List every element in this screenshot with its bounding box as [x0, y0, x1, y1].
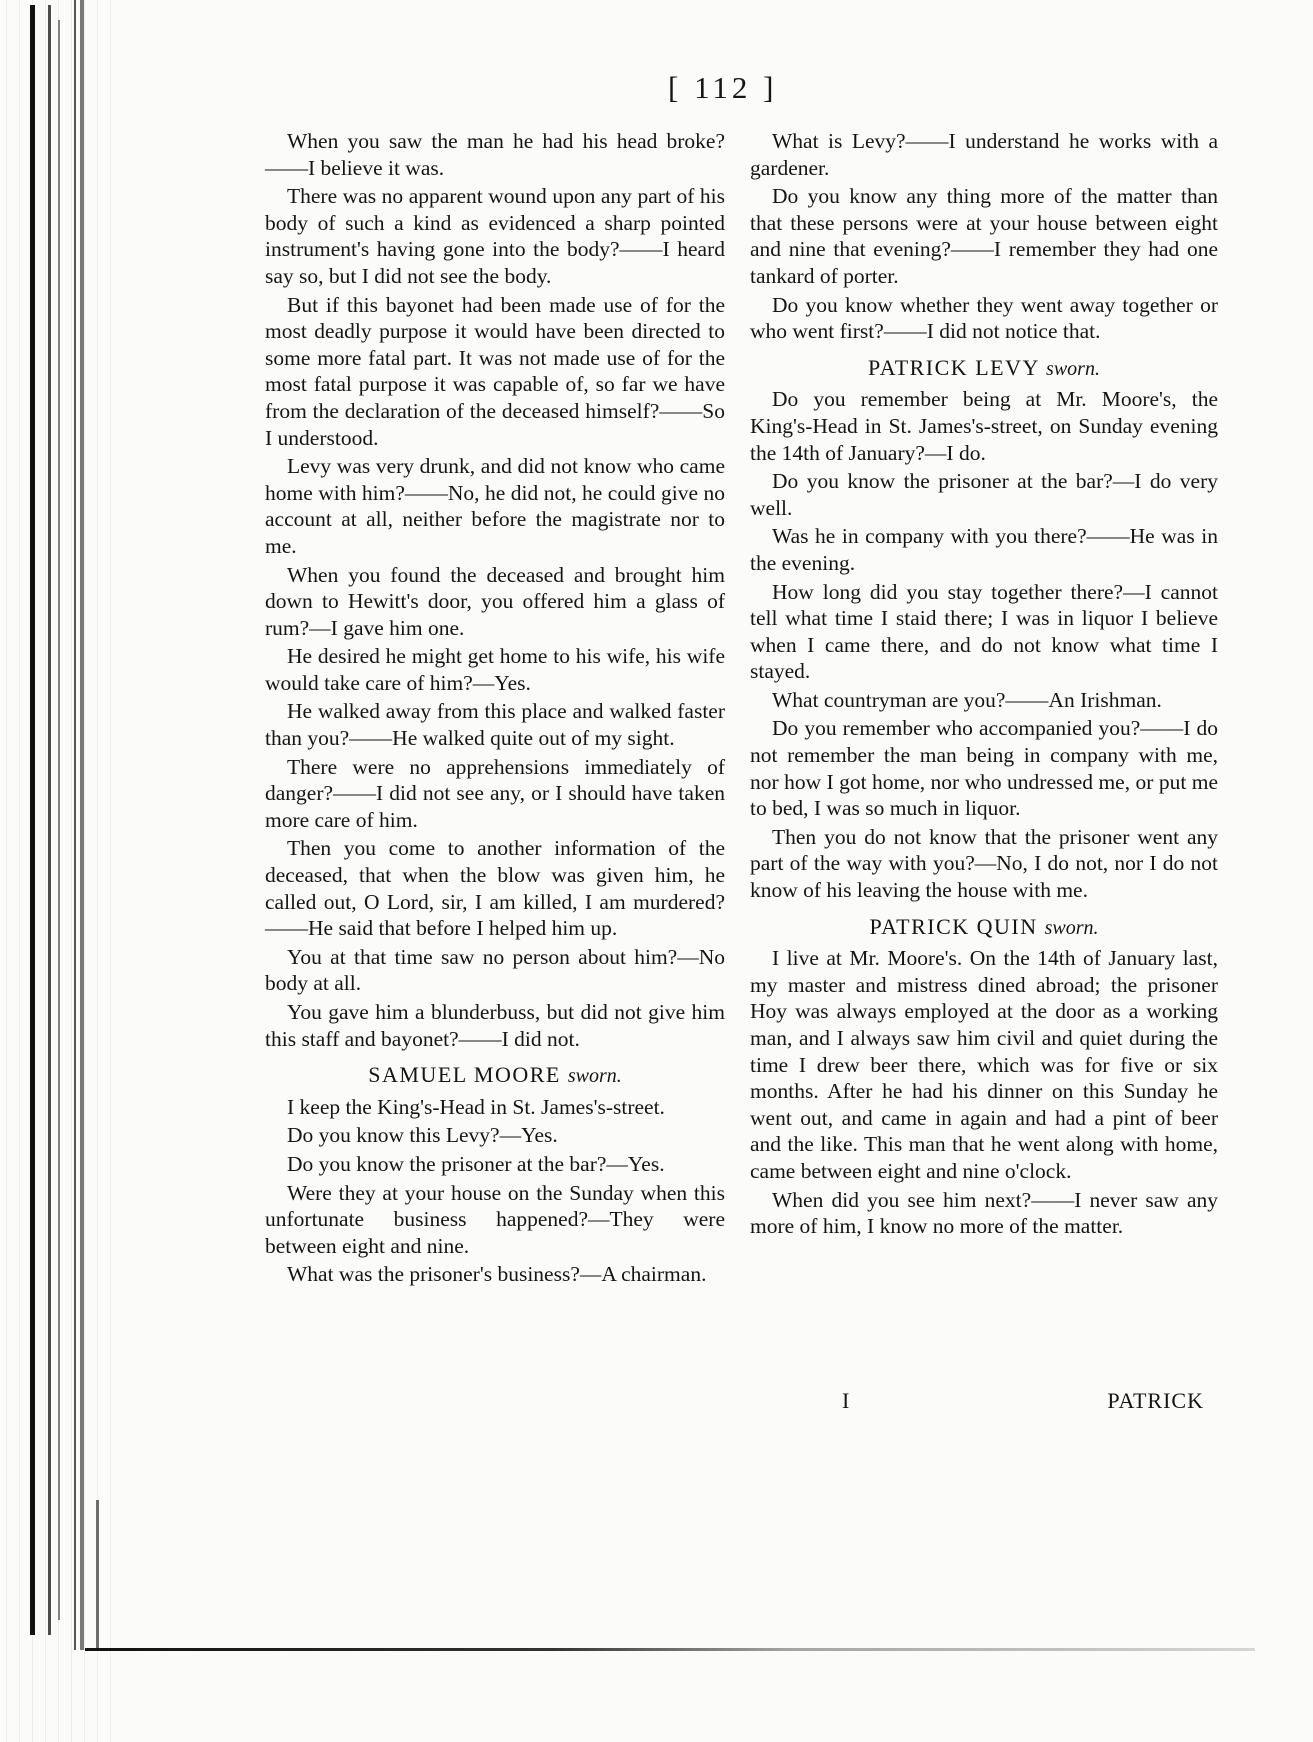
testimony-paragraph: What is Levy?——I understand he works with a gardener.: [750, 129, 1218, 180]
testimony-paragraph: Do you know this Levy?—Yes.: [287, 1123, 558, 1148]
witness-heading: [265, 1062, 725, 1090]
testimony-paragraph: Do you know whether they went away together or who went first?——I did not notice that.: [750, 292, 1218, 344]
left-column: [265, 128, 725, 1290]
right-column: [750, 128, 1218, 1242]
testimony-paragraph: Was he in company with you there?——He was in the evening.: [750, 524, 1218, 575]
binding-edge: [0, 0, 120, 1742]
testimony-paragraph: Do you know any thing more of the matter than that these persons were at your house between eight and nine that evening?——I remember they had one tankard of porter.: [750, 184, 1218, 288]
testimony-paragraph: But if this bayonet had been made use of for the most deadly purpose it would have been directed to some more fatal part. It was not made use of for the most fatal purpose it was capable of, so far we have from the declaration of the deceased himself?——So I understood.: [265, 292, 725, 450]
testimony-paragraph: What countryman are you?——An Irishman.: [772, 687, 1162, 712]
testimony-paragraph: When you saw the man he had his head broke?——I believe it was.: [265, 129, 725, 180]
testimony-paragraph: When you found the deceased and brought him down to Hewitt's door, you offered him a glass of rum?—I gave him one.: [265, 562, 725, 640]
testimony-paragraph: There was no apparent wound upon any part of his body of such a kind as evidenced a sharp pointed instrument's having gone into the body?——I heard say so, but I did not see the body.: [265, 184, 725, 288]
witness-name: PATRICK QUIN: [869, 913, 1038, 939]
witness-heading: [750, 914, 1218, 942]
testimony-paragraph: Then you come to another information of the deceased, that when the blow was given him, he called out, O Lord, sir, I am killed, I am murdered?——He said that before I helped him up.: [265, 836, 725, 941]
testimony-paragraph: There were no apprehensions immediately of danger?——I did not see any, or I should have taken more care of him.: [265, 754, 725, 832]
testimony-paragraph: Do you remember who accompanied you?——I do not remember the man being in company with me, nor how I got home, nor who undressed me, or put me to bed, I was so much in liquor.: [750, 716, 1218, 821]
signature-mark: I: [842, 1388, 850, 1413]
witness-name: PATRICK LEVY: [868, 354, 1040, 380]
testimony-paragraph: Were they at your house on the Sunday when this unfortunate business happened?—They were between eight and nine.: [265, 1180, 725, 1258]
catchword: PATRICK: [1107, 1388, 1204, 1413]
testimony-paragraph: He walked away from this place and walked faster than you?——He walked quite out of my sight.: [265, 699, 725, 751]
testimony-paragraph: You gave him a blunderbuss, but did not give him this staff and bayonet?——I did not.: [265, 1000, 725, 1051]
witness-heading: [750, 355, 1218, 383]
page-number: [ 112 ]: [668, 70, 778, 105]
testimony-paragraph: How long did you stay together there?—I cannot tell what time I staid there; I was in liquor I believe when I came there, and do not know what time I stayed.: [750, 579, 1218, 684]
bottom-rule: [85, 1648, 1255, 1651]
sworn-label: sworn.: [1046, 357, 1100, 380]
testimony-paragraph: I keep the King's-Head in St. James's-street.: [287, 1094, 665, 1119]
testimony-paragraph: Do you know the prisoner at the bar?—I do very well.: [750, 469, 1218, 520]
testimony-paragraph: When did you see him next?——I never saw any more of him, I know no more of the matter.: [750, 1187, 1218, 1239]
testimony-paragraph: Do you remember being at Mr. Moore's, the King's-Head in St. James's-street, on Sunday evening the 14th of January?—I do.: [750, 387, 1218, 465]
testimony-paragraph: Then you do not know that the prisoner went any part of the way with you?—No, I do not, nor I do not know of his leaving the house with me.: [750, 824, 1218, 903]
testimony-paragraph: Do you know the prisoner at the bar?—Yes.: [287, 1151, 665, 1176]
testimony-paragraph: You at that time saw no person about him?—No body at all.: [265, 944, 725, 996]
witness-name: SAMUEL MOORE: [368, 1062, 561, 1088]
testimony-paragraph: He desired he might get home to his wife, his wife would take care of him?—Yes.: [265, 644, 725, 695]
testimony-paragraph: Levy was very drunk, and did not know who came home with him?——No, he did not, he could give no account at all, neither before the magistrate nor to me.: [265, 454, 725, 558]
sworn-label: sworn.: [1044, 916, 1099, 939]
sworn-label: sworn.: [567, 1065, 622, 1088]
testimony-paragraph: I live at Mr. Moore's. On the 14th of January last, my master and mistress dined abroad; the prisoner Hoy was always employed at the door as a working man, and I always saw him civil and quiet during the time I drew beer there, which was for five or six months. After he had his dinner on this Sunday he went out, and came in again and had a pint of beer and the like. This man that he went along with home, came between eight and nine o'clock.: [750, 946, 1218, 1183]
testimony-paragraph: What was the prisoner's business?—A chairman.: [287, 1262, 707, 1287]
